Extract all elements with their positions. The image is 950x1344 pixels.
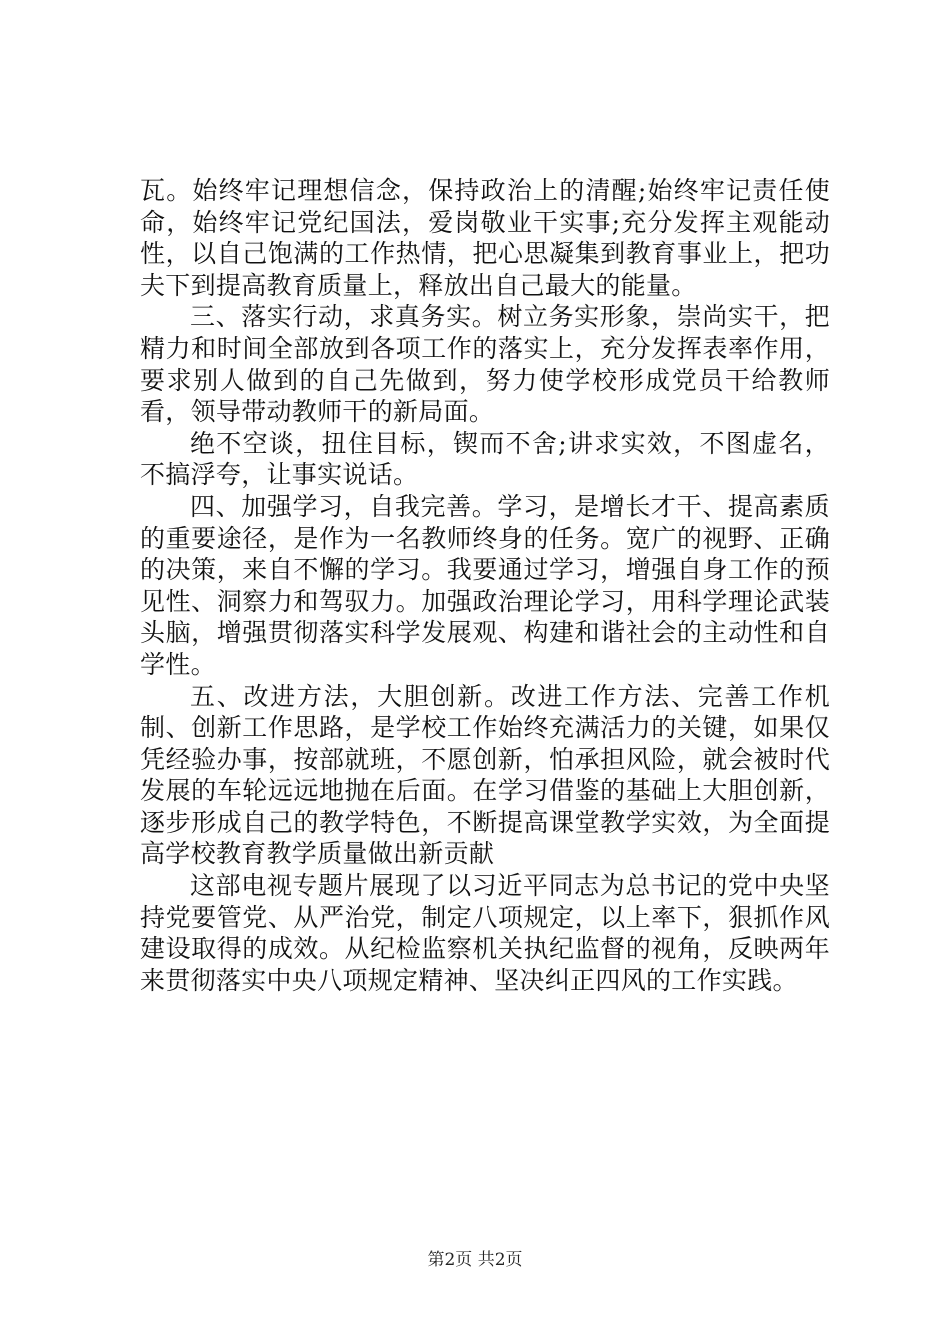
document-body — [140, 175, 830, 996]
paragraph-section-five: 五、改进方法，大胆创新。改进工作方法、完善工作机制、创新工作思路，是学校工作始终充满活力的关键，如果仅凭经验办事，按部就班，不愿创新，怕承担风险，就会被时代发展的车轮远远地抛在后面。在学习借鉴的基础上大胆创新，逐步形成自己的教学特色，不断提高课堂教学实效，为全面提高学校教育教学质量做出新贡献 — [140, 681, 830, 869]
paragraph-documentary: 这部电视专题片展现了以习近平同志为总书记的党中央坚持党要管党、从严治党，制定八项规定，以上率下，狠抓作风建设取得的成效。从纪检监察机关执纪监督的视角，反映两年来贯彻落实中央八项规定精神、坚决纠正四风的工作实践。 — [140, 871, 830, 995]
paragraph-section-four: 四、加强学习，自我完善。学习，是增长才干、提高素质的重要途径，是作为一名教师终身的任务。宽广的视野、正确的决策，来自不懈的学习。我要通过学习，增强自身工作的预见性、洞察力和驾驭力。加强政治理论学习，用科学理论武装头脑，增强贯彻落实科学发展观、构建和谐社会的主动性和自学性。 — [140, 491, 830, 679]
paragraph-section-three: 三、落实行动，求真务实。树立务实形象，崇尚实干，把精力和时间全部放到各项工作的落实上，充分发挥表率作用，要求别人做到的自己先做到，努力使学校形成党员干给教师看，领导带动教师干的新局面。 — [140, 302, 830, 427]
page-number-label: 第2页 共2页 — [427, 1250, 523, 1270]
page-footer — [0, 1245, 950, 1270]
paragraph-no-empty-talk: 绝不空谈，扭住目标，锲而不舍;讲求实效，不图虚名，不搞浮夸，让事实说话。 — [140, 428, 830, 490]
paragraph-continuation: 瓦。始终牢记理想信念，保持政治上的清醒;始终牢记责任使命，始终牢记党纪国法，爱岗敬业干实事;充分发挥主观能动性，以自己饱满的工作热情，把心思凝集到教育事业上，把功夫下到提高教育质量上，释放出自己最大的能量。 — [140, 176, 830, 300]
